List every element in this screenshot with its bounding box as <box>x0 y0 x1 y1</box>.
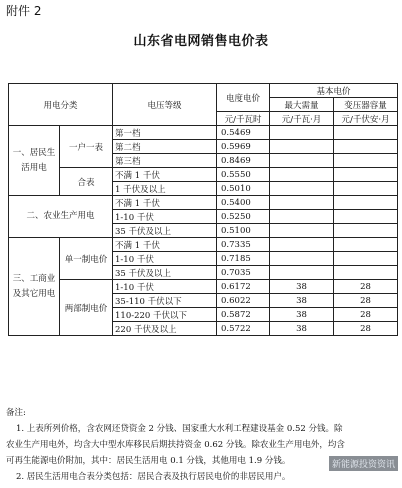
voltage-cell: 不满 1 千伏 <box>113 168 217 182</box>
notes-section <box>6 405 398 485</box>
demand-cell <box>270 266 334 280</box>
subcategory-two-part: 两部制电价 <box>60 280 113 336</box>
demand-cell <box>270 196 334 210</box>
capacity-cell <box>334 210 398 224</box>
price-cell: 0.6172 <box>217 280 270 294</box>
capacity-cell <box>334 224 398 238</box>
demand-cell <box>270 182 334 196</box>
category-commercial: 三、工商业及其它用电 <box>9 238 60 336</box>
capacity-cell <box>334 238 398 252</box>
voltage-cell: 220 千伏及以上 <box>113 322 217 336</box>
price-cell: 0.5969 <box>217 140 270 154</box>
attachment-label: 附件 2 <box>6 4 42 18</box>
voltage-cell: 1-10 千伏 <box>113 252 217 266</box>
voltage-cell: 不满 1 千伏 <box>113 238 217 252</box>
demand-cell: 38 <box>270 322 334 336</box>
price-cell: 0.5100 <box>217 224 270 238</box>
table-row <box>9 280 398 294</box>
demand-cell: 38 <box>270 294 334 308</box>
demand-cell <box>270 224 334 238</box>
category-residential: 一、居民生活用电 <box>9 126 60 196</box>
capacity-cell <box>334 252 398 266</box>
header-max-demand-unit: 元/千瓦·月 <box>270 112 334 126</box>
demand-cell <box>270 126 334 140</box>
price-cell: 0.7335 <box>217 238 270 252</box>
tariff-table <box>8 83 398 336</box>
notes-heading: 备注: <box>6 408 26 418</box>
capacity-cell <box>334 126 398 140</box>
header-row-1 <box>9 84 398 98</box>
demand-cell <box>270 210 334 224</box>
notes-line: 1. 上表所列价格，含农网还贷资金 2 分钱、国家重大水利工程建设基金 0.52 分钱。除 <box>16 424 343 434</box>
voltage-cell: 110-220 千伏以下 <box>113 308 217 322</box>
subcategory-per-household: 一户一表 <box>60 126 113 168</box>
voltage-cell: 35 千伏及以上 <box>113 224 217 238</box>
voltage-cell: 第三档 <box>113 154 217 168</box>
capacity-cell <box>334 168 398 182</box>
header-kwh-price: 电度电价 <box>217 84 270 112</box>
table-row <box>9 196 398 210</box>
price-cell: 0.5550 <box>217 168 270 182</box>
header-basic-price: 基本电价 <box>270 84 398 98</box>
subcategory-shared-meter: 合表 <box>60 168 113 196</box>
notes-line: 农业生产用电外，均含大中型水库移民后期扶持资金 0.62 分钱。除农业生产用电外，均含 <box>6 440 345 450</box>
price-cell: 0.5010 <box>217 182 270 196</box>
header-capacity: 变压器容量 <box>334 98 398 112</box>
header-kwh-unit: 元/千瓦时 <box>217 112 270 126</box>
capacity-cell <box>334 196 398 210</box>
voltage-cell: 第二档 <box>113 140 217 154</box>
capacity-cell <box>334 266 398 280</box>
notes-line: 2. 居民生活用电合表分类包括：居民合表及执行居民电价的非居民用户。 <box>16 472 291 482</box>
voltage-cell: 35-110 千伏以下 <box>113 294 217 308</box>
capacity-cell <box>334 154 398 168</box>
demand-cell <box>270 238 334 252</box>
capacity-cell: 28 <box>334 294 398 308</box>
voltage-cell: 不满 1 千伏 <box>113 196 217 210</box>
voltage-cell: 第一档 <box>113 126 217 140</box>
watermark: 新能源投资资讯 <box>329 456 398 471</box>
table-row <box>9 168 398 182</box>
price-cell: 0.7185 <box>217 252 270 266</box>
price-cell: 0.6022 <box>217 294 270 308</box>
subcategory-single-rate: 单一制电价 <box>60 238 113 280</box>
demand-cell: 38 <box>270 280 334 294</box>
capacity-cell <box>334 140 398 154</box>
price-cell: 0.5722 <box>217 322 270 336</box>
header-voltage: 电压等级 <box>113 84 217 126</box>
price-cell: 0.5400 <box>217 196 270 210</box>
capacity-cell: 28 <box>334 322 398 336</box>
demand-cell <box>270 252 334 266</box>
header-max-demand: 最大需量 <box>270 98 334 112</box>
demand-cell <box>270 154 334 168</box>
price-cell: 0.5469 <box>217 126 270 140</box>
price-cell: 0.5872 <box>217 308 270 322</box>
table-row <box>9 126 398 140</box>
price-cell: 0.5250 <box>217 210 270 224</box>
header-capacity-unit: 元/千伏安·月 <box>334 112 398 126</box>
demand-cell <box>270 168 334 182</box>
demand-cell <box>270 140 334 154</box>
voltage-cell: 35 千伏及以上 <box>113 266 217 280</box>
document-title: 山东省电网销售电价表 <box>133 34 269 49</box>
table-row <box>9 238 398 252</box>
capacity-cell: 28 <box>334 308 398 322</box>
capacity-cell <box>334 182 398 196</box>
notes-line: 可再生能源电价附加，其中：居民生活用电 0.1 分钱，其他用电 1.9 分钱。 <box>6 456 291 466</box>
price-cell: 0.7035 <box>217 266 270 280</box>
category-agriculture: 二、农业生产用电 <box>9 196 113 238</box>
header-category: 用电分类 <box>9 84 113 126</box>
voltage-cell: 1-10 千伏 <box>113 280 217 294</box>
voltage-cell: 1 千伏及以上 <box>113 182 217 196</box>
voltage-cell: 1-10 千伏 <box>113 210 217 224</box>
price-cell: 0.8469 <box>217 154 270 168</box>
demand-cell: 38 <box>270 308 334 322</box>
capacity-cell: 28 <box>334 280 398 294</box>
